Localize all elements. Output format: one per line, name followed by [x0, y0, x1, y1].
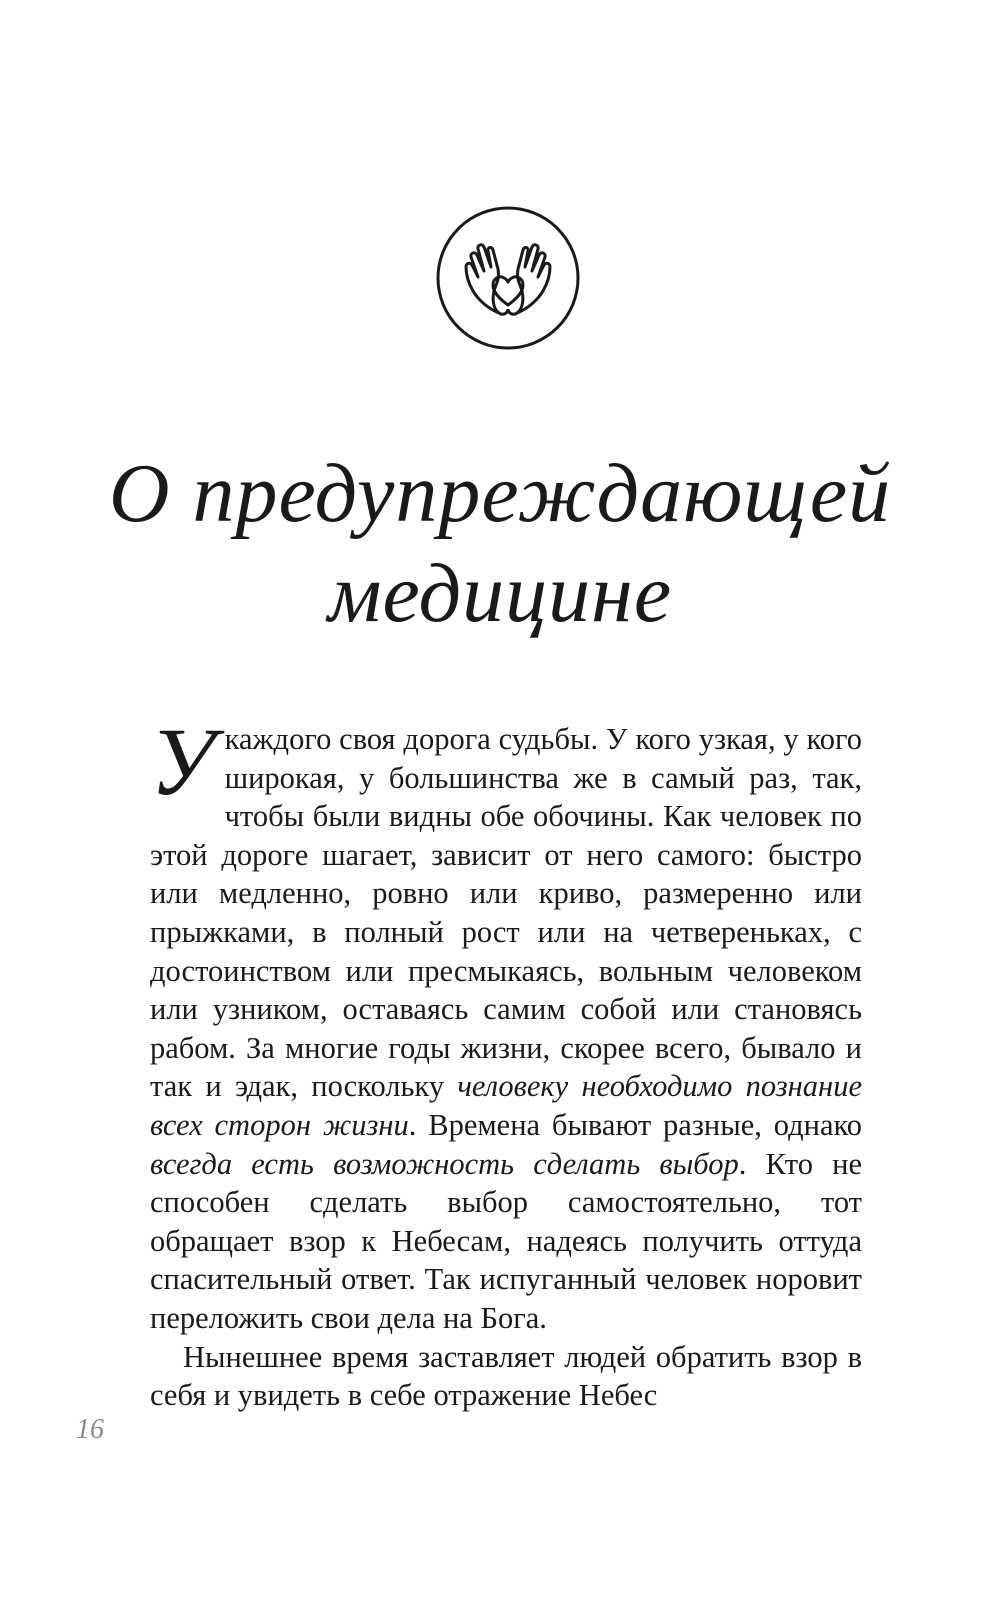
paragraph-1-text-a: каждого своя дорога судьбы. У кого узкая, у кого широкая, у большинства же в самый раз, так, чтобы были видны обе обочины. Как человек по этой дороге шагает, зависит от него самого: быстро или медленно, ровно или криво, размеренно или прыжками, в полный рост или на четвереньках, с достоинством или пресмыкаясь, вольным человеком или узником, оставаясь самим собой или становясь рабом. За многие годы жизни, скорее всего, бывало и так и эдак, поскольку [150, 722, 862, 1104]
chapter-emblem [435, 205, 581, 351]
chapter-body [150, 708, 863, 1415]
hands-holding-heart-icon [435, 205, 581, 351]
chapter-title-line-2: медицине [327, 547, 673, 640]
paragraph-2: Нынешнее время заставляет людей обратить взор в себя и увидеть в себе отражение Небес [150, 1339, 862, 1413]
drop-cap: У [150, 708, 215, 815]
paragraph-1 [150, 708, 863, 1338]
chapter-title [100, 444, 900, 644]
paragraph-1-emphasis-1: человеку необходимо познание всех сторон жизни [150, 1069, 862, 1142]
chapter-title-line-1: О предупреждающей [108, 447, 892, 540]
page-number: 16 [76, 1414, 104, 1445]
paragraph-1-emphasis-2: всегда есть возможность сделать выбор [150, 1146, 739, 1181]
paragraph-1-text-c: . Кто не способен сделать выбор самостоятельно, тот обращает взор к Небесам, надеясь получить оттуда спасительный ответ. Так испуганный человек норовит переложить свои дела на Бога. [150, 1146, 863, 1335]
paragraph-1-text-b: . Времена бывают разные, однако [408, 1107, 862, 1142]
